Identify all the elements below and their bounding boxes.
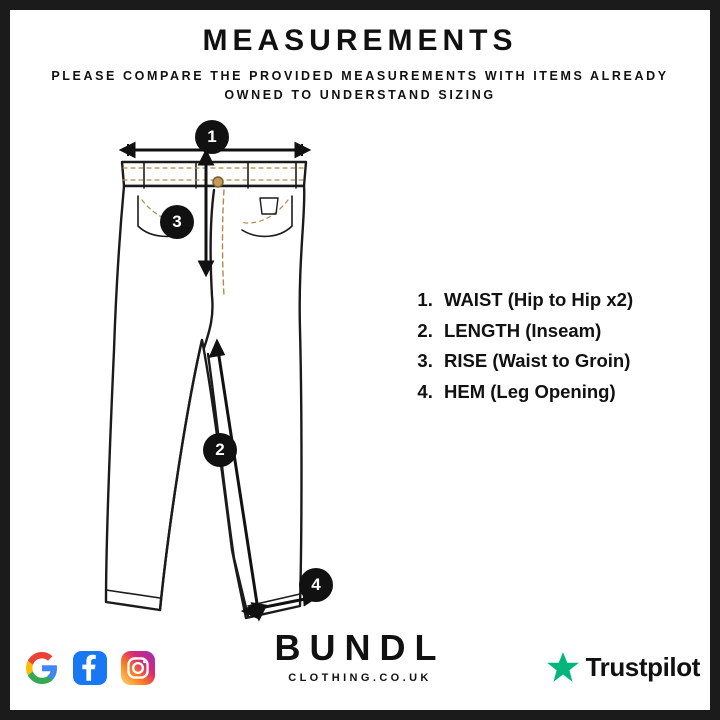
brand-name: BUNDL (274, 627, 446, 668)
marker-badge-4: 4 (299, 568, 333, 602)
jeans-svg (10, 110, 410, 630)
trustpilot-badge[interactable] (546, 650, 700, 684)
page-title: MEASUREMENTS (202, 24, 518, 57)
jeans-diagram (10, 110, 410, 630)
legend-item-waist: 1. WAIST (Hip to Hip x2) (438, 285, 698, 316)
marker-badge-3: 3 (160, 205, 194, 239)
header (10, 24, 710, 106)
page-subtitle: PLEASE COMPARE THE PROVIDED MEASUREMENTS WITH ITEMS ALREADY OWNED TO UNDERSTAND SIZING (51, 69, 669, 103)
measurement-legend (408, 285, 698, 407)
marker-badge-1: 1 (195, 120, 229, 154)
footer (10, 614, 710, 702)
legend-item-length: 2. LENGTH (Inseam) (438, 316, 698, 347)
trustpilot-label: Trustpilot (585, 651, 700, 682)
graphic-inner (10, 10, 710, 710)
legend-item-hem: 4. HEM (Leg Opening) (438, 377, 698, 408)
marker-badge-2: 2 (203, 433, 237, 467)
brand-tagline: CLOTHING.CO.UK (288, 672, 432, 684)
legend-item-rise: 3. RISE (Waist to Groin) (438, 346, 698, 377)
trustpilot-star-icon (546, 650, 580, 684)
